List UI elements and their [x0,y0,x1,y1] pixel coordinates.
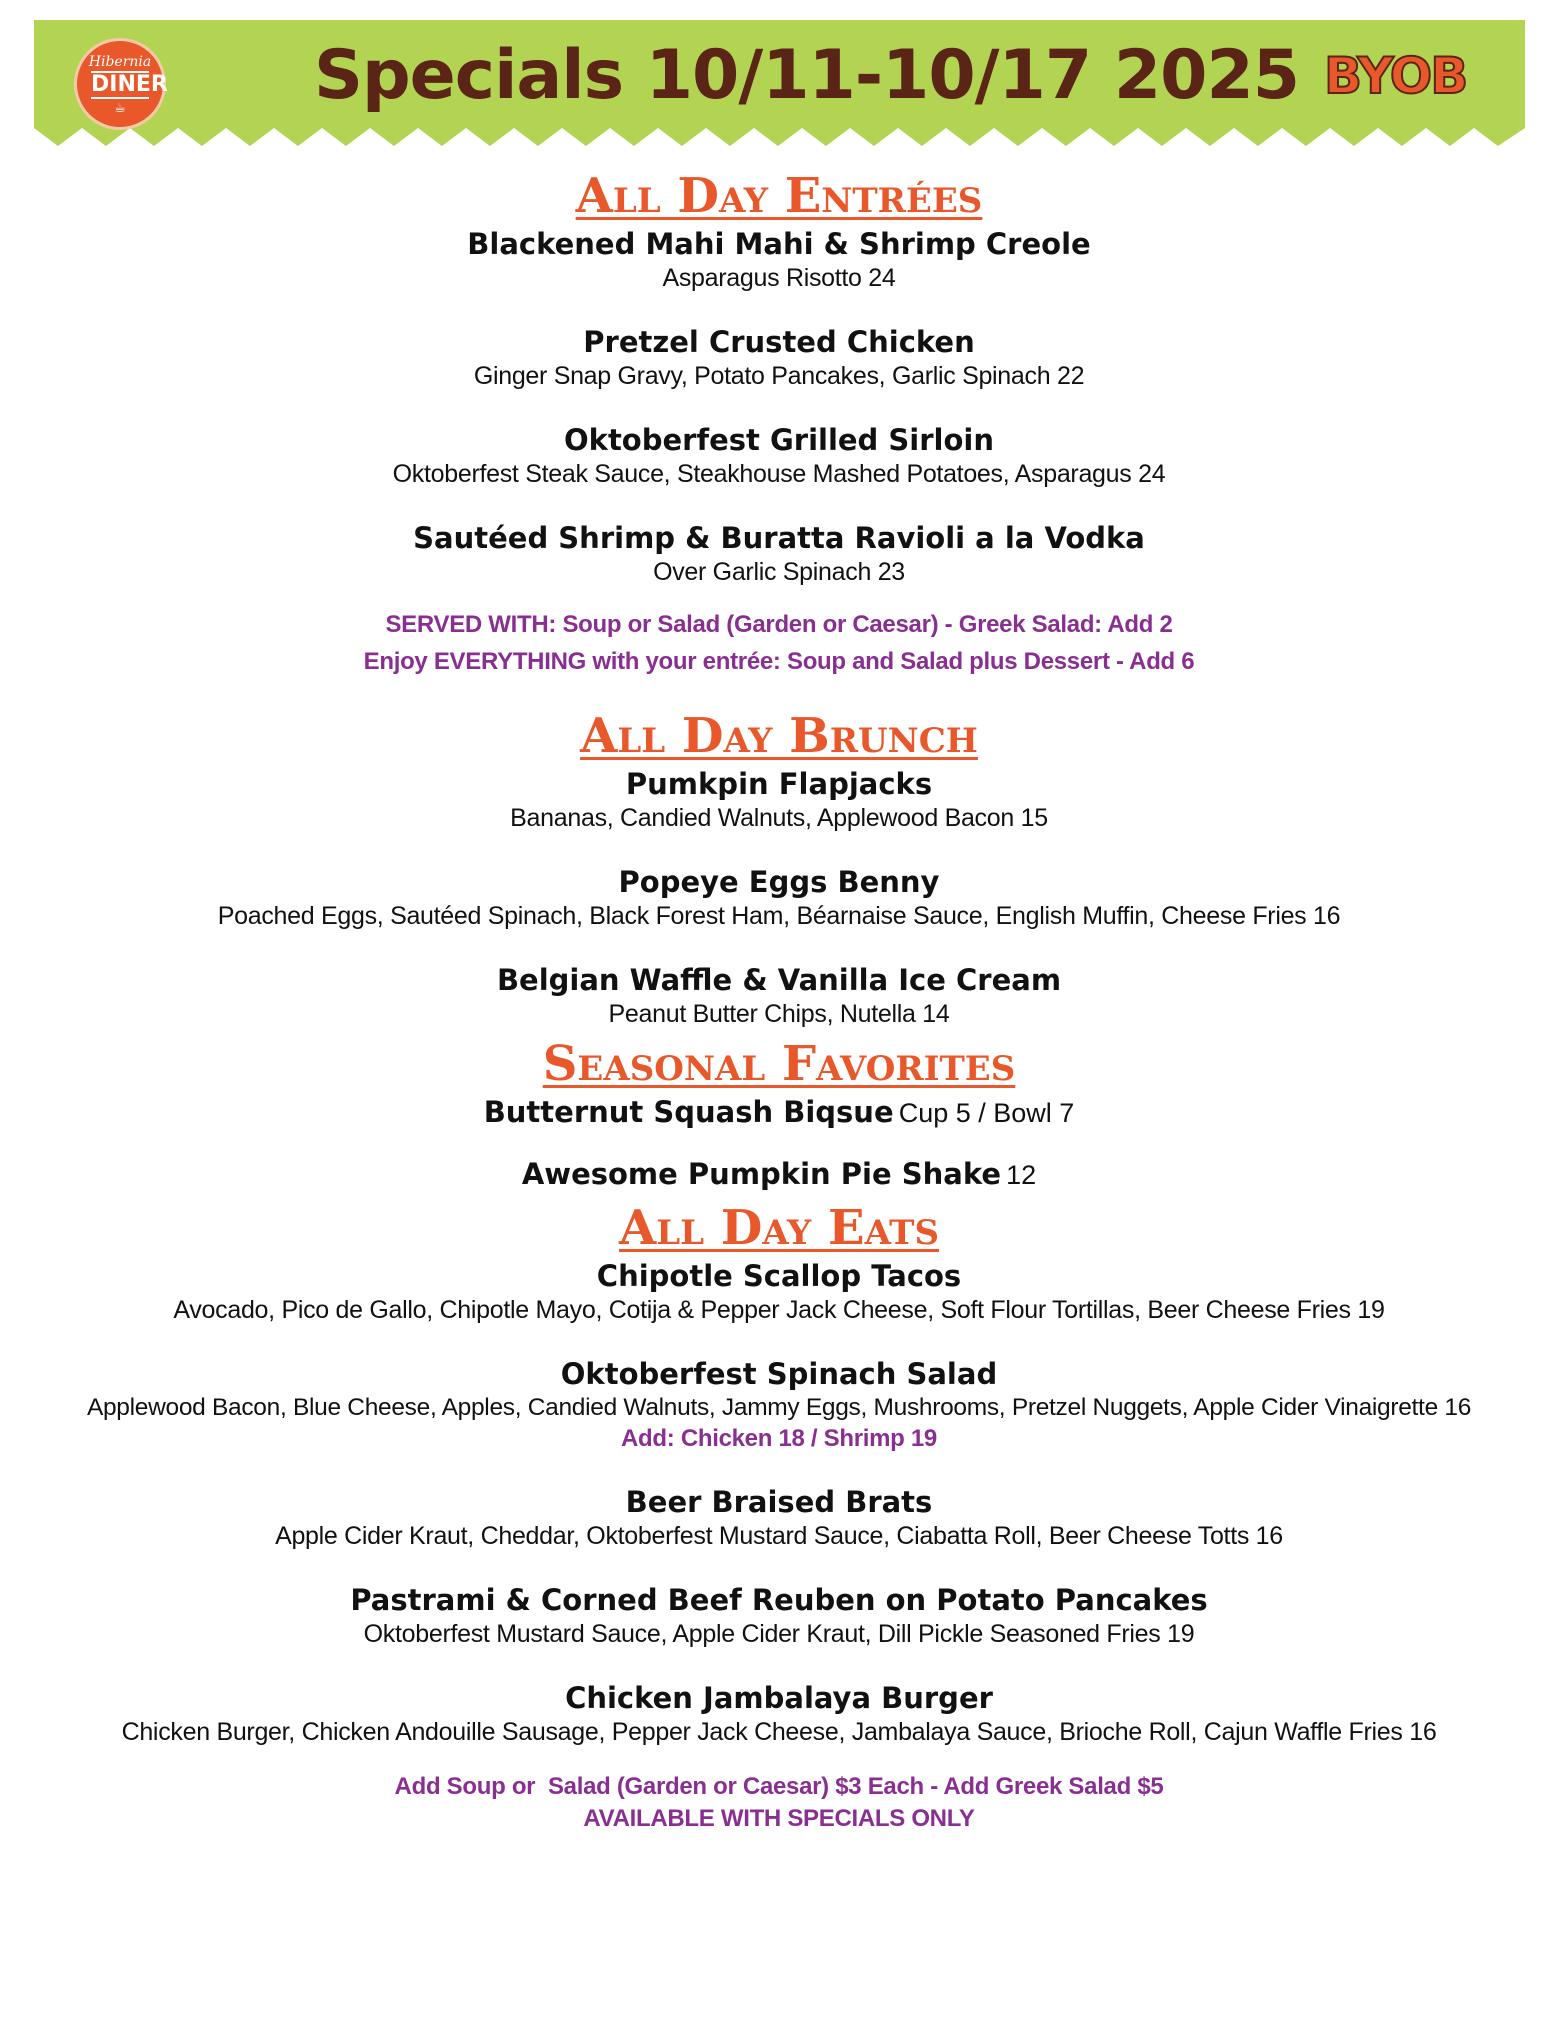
logo-main-text: DINER [91,72,168,97]
menu-item [0,1356,1558,1454]
page-title: Specials 10/11-10/17 2025 [314,36,1300,115]
item-name: Popeye Eggs Benny [618,865,940,899]
item-name: Oktoberfest Spinach Salad [560,1357,998,1391]
menu-item [0,520,1558,588]
menu-item [0,1484,1558,1552]
logo-script-text: Hibernia [88,54,152,70]
item-name: Belgian Waffle & Vanilla Ice Cream [496,963,1062,997]
header-banner [34,20,1525,146]
item-name: Oktoberfest Grilled Sirloin [564,423,994,457]
menu-item [0,1258,1558,1326]
item-name: Beer Braised Brats [625,1485,933,1519]
menu-item [0,1582,1558,1650]
item-description: Oktoberfest Steak Sauce, Steakhouse Mashed Potatoes, Asparagus 24 [392,460,1166,488]
item-name: Pumkpin Flapjacks [625,767,933,801]
add-protein-note: Add: Chicken 18 / Shrimp 19 [621,1425,937,1452]
item-description: Applewood Bacon, Blue Cheese, Apples, Candied Walnuts, Jammy Eggs, Mushrooms, Pretzel Nuggets, Apple Cider Vinaigrette 16 [86,1394,1472,1421]
menu-item [0,324,1558,392]
diner-logo [74,38,166,130]
item-price: Cup 5 / Bowl 7 [898,1098,1075,1128]
item-price: 12 [1006,1160,1037,1190]
menu-item [0,1094,1558,1130]
item-name: Sautéed Shrimp & Buratta Ravioli a la Vodka [413,521,1145,555]
footer-add-soup-note: Add Soup or Salad (Garden or Caesar) $3 Each - Add Greek Salad $5 [394,1773,1164,1800]
menu-content [0,166,1558,1834]
menu-item [0,226,1558,294]
item-description: Bananas, Candied Walnuts, Applewood Bacon 15 [510,804,1048,832]
enjoy-everything-note: Enjoy EVERYTHING with your entrée: Soup and Salad plus Dessert - Add 6 [363,648,1195,675]
item-description: Oktoberfest Mustard Sauce, Apple Cider Kraut, Dill Pickle Seasoned Fries 19 [363,1620,1195,1648]
item-name: Awesome Pumpkin Pie Shake [521,1157,1001,1191]
item-name: Butternut Squash Biqsue [483,1095,894,1129]
item-description: Apple Cider Kraut, Cheddar, Oktoberfest Mustard Sauce, Ciabatta Roll, Beer Cheese Totts 16 [275,1522,1283,1550]
item-name: Chicken Jambalaya Burger [565,1681,993,1715]
item-description: Poached Eggs, Sautéed Spinach, Black Forest Ham, Béarnaise Sauce, English Muffin, Cheese Fries 16 [217,902,1341,930]
section-title-eats: All Day Eats [618,1200,940,1256]
item-name: Blackened Mahi Mahi & Shrimp Creole [467,227,1091,261]
menu-item [0,766,1558,834]
item-description: Avocado, Pico de Gallo, Chipotle Mayo, Cotija & Pepper Jack Cheese, Soft Flour Tortillas, Beer Cheese Fries 19 [173,1296,1385,1324]
item-description: Over Garlic Spinach 23 [653,558,905,586]
menu-item [0,422,1558,490]
footer-availability-note: AVAILABLE WITH SPECIALS ONLY [583,1805,975,1832]
menu-item [0,1680,1558,1748]
section-title-seasonal: Seasonal Favorites [542,1036,1016,1092]
menu-item [0,864,1558,932]
item-description: Asparagus Risotto 24 [662,264,896,292]
item-name: Chipotle Scallop Tacos [596,1259,962,1293]
coffee-cup-icon: ☕ [114,101,126,116]
menu-item [0,1156,1558,1192]
menu-item [0,962,1558,1030]
section-title-brunch: All Day Brunch [580,708,978,764]
item-description: Peanut Butter Chips, Nutella 14 [608,1000,950,1028]
served-with-note: SERVED WITH: Soup or Salad (Garden or Caesar) - Greek Salad: Add 2 [385,611,1173,638]
section-title-entrees: All Day Entrées [575,168,983,224]
item-name: Pretzel Crusted Chicken [583,325,975,359]
item-name: Pastrami & Corned Beef Reuben on Potato Pancakes [350,1583,1208,1617]
item-description: Ginger Snap Gravy, Potato Pancakes, Garlic Spinach 22 [473,362,1085,390]
item-description: Chicken Burger, Chicken Andouille Sausage, Pepper Jack Cheese, Jambalaya Sauce, Brioche Roll, Cajun Waffle Fries 16 [121,1718,1437,1746]
byob-badge: BYOB [1324,47,1467,105]
